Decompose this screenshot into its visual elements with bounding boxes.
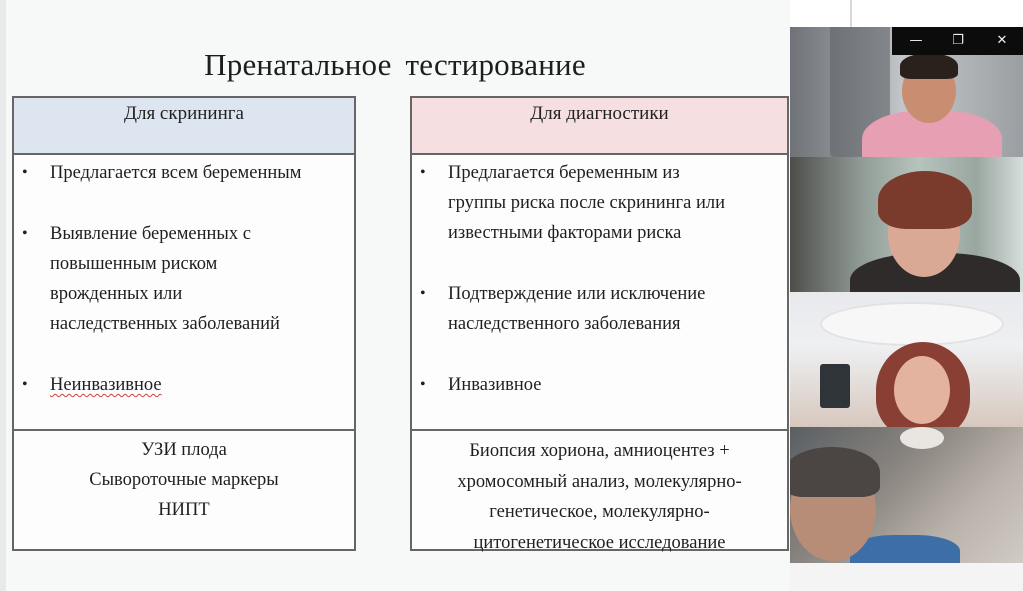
list-item [22, 219, 350, 339]
screening-bullets [14, 155, 354, 429]
diagnostics-bullets [412, 155, 787, 429]
bullet-text: Неинвазивное [50, 375, 162, 395]
diagnostics-header: Для диагностики [412, 96, 787, 155]
bullet-text: Предлагается беременным из [448, 163, 680, 183]
bullet-marker: • [22, 164, 28, 181]
bullet-marker: • [22, 225, 28, 242]
method-line: Биопсия хориона, амниоцентез + [469, 441, 730, 461]
person-hair [790, 447, 880, 497]
slide-edge [0, 0, 6, 591]
window-controls [892, 27, 1023, 55]
method-line: хромосомный анализ, молекулярно- [457, 471, 742, 492]
method-line: Сывороточные маркеры [89, 470, 279, 490]
method-line: генетическое, молекулярно- [489, 502, 710, 522]
screening-table [12, 96, 356, 551]
video-bottom-strip [790, 563, 1023, 591]
diagnostics-table [410, 96, 789, 551]
bullet-marker: • [22, 376, 28, 393]
bullet-text: Выявление беременных с [50, 224, 251, 244]
restore-button[interactable]: ❐ [952, 33, 964, 48]
bullet-marker: • [420, 164, 426, 181]
list-item [420, 158, 783, 248]
screening-header: Для скрининга [14, 96, 354, 155]
video-tile-participant-3[interactable] [790, 292, 1023, 427]
lamp-shape [900, 427, 944, 449]
bullet-text: наследственного заболевания [448, 314, 681, 334]
diagnostics-methods [412, 429, 787, 553]
list-item [420, 370, 783, 400]
list-item [22, 158, 350, 188]
bullet-text: наследственных заболеваний [50, 314, 280, 334]
method-line: цитогенетическое исследование [473, 532, 726, 553]
method-line: УЗИ плода [141, 440, 227, 460]
minimize-button[interactable]: — [909, 33, 923, 48]
tv-shape [820, 364, 850, 408]
bullet-text: группы риска после скрининга или [448, 193, 726, 213]
slide-title: Пренатальное тестирование [204, 47, 586, 82]
bullet-text: врожденных или [50, 284, 183, 304]
close-button[interactable]: ✕ [996, 33, 1008, 48]
screening-methods [14, 429, 354, 549]
bullet-text: известными факторами риска [448, 223, 682, 243]
screen-gap [790, 0, 850, 27]
bullet-text: Подтверждение или исключение [448, 284, 706, 304]
video-tile-participant-2[interactable] [790, 157, 1023, 292]
person-head [894, 356, 950, 424]
person-hair [900, 53, 958, 79]
ceiling-shape [820, 302, 1004, 346]
bullet-text: Предлагается всем беременным [50, 163, 302, 183]
person-hair [878, 171, 972, 229]
list-item [420, 279, 783, 339]
video-tile-participant-4[interactable] [790, 427, 1023, 563]
bullet-marker: • [420, 376, 426, 393]
method-line: НИПТ [158, 500, 210, 520]
list-item [22, 370, 350, 400]
bullet-text: повышенным риском [50, 254, 218, 274]
bullet-marker: • [420, 285, 426, 302]
window-top-strip [850, 0, 1023, 27]
bullet-text: Инвазивное [448, 375, 542, 395]
